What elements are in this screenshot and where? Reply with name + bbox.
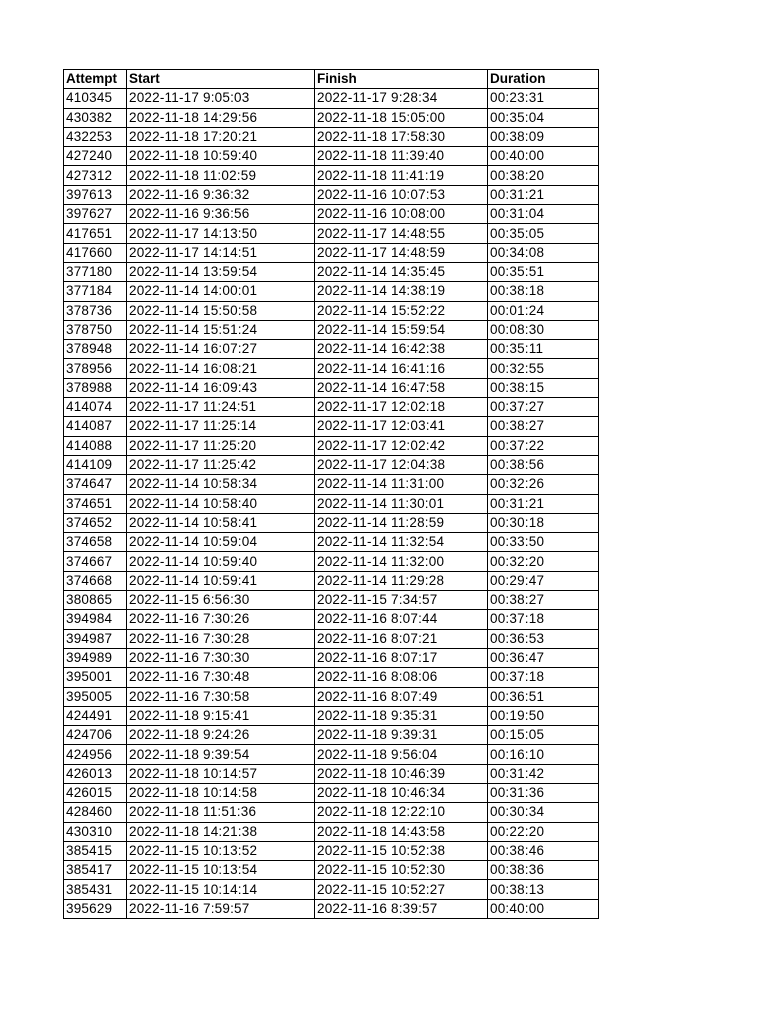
table-row: [64, 436, 599, 455]
start-cell: 2022-11-16 9:36:32: [127, 185, 315, 204]
start-cell: 2022-11-14 10:58:34: [127, 475, 315, 494]
finish-header: Finish: [315, 70, 488, 89]
table-row: [64, 340, 599, 359]
duration-cell: 00:38:56: [488, 455, 599, 474]
table-row: [64, 301, 599, 320]
duration-cell: 00:37:22: [488, 436, 599, 455]
attempt-cell: 414088: [64, 436, 127, 455]
start-header: Start: [127, 70, 315, 89]
table-row: [64, 513, 599, 532]
start-cell: 2022-11-18 10:14:58: [127, 783, 315, 802]
finish-cell: 2022-11-18 9:56:04: [315, 745, 488, 764]
finish-cell: 2022-11-18 12:22:10: [315, 803, 488, 822]
attempt-cell: 394984: [64, 610, 127, 629]
finish-cell: 2022-11-14 11:32:00: [315, 552, 488, 571]
attempt-cell: 414074: [64, 398, 127, 417]
finish-cell: 2022-11-18 9:39:31: [315, 726, 488, 745]
start-cell: 2022-11-17 14:13:50: [127, 224, 315, 243]
start-cell: 2022-11-16 7:30:26: [127, 610, 315, 629]
start-cell: 2022-11-16 7:30:48: [127, 668, 315, 687]
start-cell: 2022-11-14 10:59:04: [127, 533, 315, 552]
finish-cell: 2022-11-14 11:31:00: [315, 475, 488, 494]
finish-cell: 2022-11-18 10:46:34: [315, 783, 488, 802]
duration-cell: 00:19:50: [488, 706, 599, 725]
finish-cell: 2022-11-17 12:02:18: [315, 398, 488, 417]
start-cell: 2022-11-18 11:51:36: [127, 803, 315, 822]
table-row: [64, 861, 599, 880]
duration-cell: 00:32:20: [488, 552, 599, 571]
finish-cell: 2022-11-15 10:52:27: [315, 880, 488, 899]
duration-cell: 00:35:51: [488, 262, 599, 281]
attempt-cell: 395005: [64, 687, 127, 706]
finish-cell: 2022-11-16 8:07:44: [315, 610, 488, 629]
finish-cell: 2022-11-18 11:39:40: [315, 147, 488, 166]
duration-cell: 00:38:09: [488, 127, 599, 146]
finish-cell: 2022-11-16 10:07:53: [315, 185, 488, 204]
duration-cell: 00:32:26: [488, 475, 599, 494]
table-row: [64, 648, 599, 667]
duration-cell: 00:36:47: [488, 648, 599, 667]
finish-cell: 2022-11-16 8:07:21: [315, 629, 488, 648]
duration-cell: 00:33:50: [488, 533, 599, 552]
attempt-cell: 414109: [64, 455, 127, 474]
attempt-cell: 378736: [64, 301, 127, 320]
finish-cell: 2022-11-17 12:04:38: [315, 455, 488, 474]
start-cell: 2022-11-17 11:25:14: [127, 417, 315, 436]
finish-cell: 2022-11-14 16:42:38: [315, 340, 488, 359]
attempt-cell: 374667: [64, 552, 127, 571]
finish-cell: 2022-11-14 16:47:58: [315, 378, 488, 397]
start-cell: 2022-11-18 9:15:41: [127, 706, 315, 725]
table-row: [64, 591, 599, 610]
finish-cell: 2022-11-18 11:41:19: [315, 166, 488, 185]
finish-cell: 2022-11-16 8:07:17: [315, 648, 488, 667]
duration-cell: 00:38:27: [488, 417, 599, 436]
start-cell: 2022-11-14 16:07:27: [127, 340, 315, 359]
table-row: [64, 822, 599, 841]
duration-cell: 00:31:21: [488, 494, 599, 513]
finish-cell: 2022-11-17 12:03:41: [315, 417, 488, 436]
table-row: [64, 282, 599, 301]
table-row: [64, 726, 599, 745]
start-cell: 2022-11-16 7:59:57: [127, 899, 315, 918]
finish-cell: 2022-11-14 14:35:45: [315, 262, 488, 281]
table-row: [64, 533, 599, 552]
start-cell: 2022-11-15 10:14:14: [127, 880, 315, 899]
start-cell: 2022-11-16 7:30:30: [127, 648, 315, 667]
attempt-cell: 378988: [64, 378, 127, 397]
finish-cell: 2022-11-16 8:07:49: [315, 687, 488, 706]
table-row: [64, 899, 599, 918]
finish-cell: 2022-11-18 17:58:30: [315, 127, 488, 146]
attempt-cell: 374647: [64, 475, 127, 494]
table-body: [64, 89, 599, 919]
start-cell: 2022-11-14 10:58:40: [127, 494, 315, 513]
finish-cell: 2022-11-16 8:08:06: [315, 668, 488, 687]
finish-cell: 2022-11-18 10:46:39: [315, 764, 488, 783]
attempt-cell: 378956: [64, 359, 127, 378]
attempt-cell: 385415: [64, 841, 127, 860]
table-row: [64, 880, 599, 899]
duration-cell: 00:22:20: [488, 822, 599, 841]
table-row: [64, 185, 599, 204]
duration-cell: 00:38:13: [488, 880, 599, 899]
duration-cell: 00:36:51: [488, 687, 599, 706]
table-row: [64, 108, 599, 127]
attempt-cell: 374668: [64, 571, 127, 590]
start-cell: 2022-11-14 14:00:01: [127, 282, 315, 301]
finish-cell: 2022-11-16 10:08:00: [315, 205, 488, 224]
start-cell: 2022-11-18 14:29:56: [127, 108, 315, 127]
start-cell: 2022-11-14 15:51:24: [127, 320, 315, 339]
attempt-cell: 385431: [64, 880, 127, 899]
table-row: [64, 224, 599, 243]
table-row: [64, 745, 599, 764]
header-row: [64, 70, 599, 89]
finish-cell: 2022-11-18 14:43:58: [315, 822, 488, 841]
attempt-cell: 424706: [64, 726, 127, 745]
attempt-cell: 430310: [64, 822, 127, 841]
start-cell: 2022-11-17 11:25:42: [127, 455, 315, 474]
table-row: [64, 455, 599, 474]
finish-cell: 2022-11-14 15:59:54: [315, 320, 488, 339]
finish-cell: 2022-11-17 14:48:59: [315, 243, 488, 262]
finish-cell: 2022-11-16 8:39:57: [315, 899, 488, 918]
duration-cell: 00:40:00: [488, 899, 599, 918]
duration-cell: 00:15:05: [488, 726, 599, 745]
start-cell: 2022-11-14 16:09:43: [127, 378, 315, 397]
finish-cell: 2022-11-14 16:41:16: [315, 359, 488, 378]
table-row: [64, 610, 599, 629]
duration-cell: 00:16:10: [488, 745, 599, 764]
attempt-cell: 395001: [64, 668, 127, 687]
finish-cell: 2022-11-17 14:48:55: [315, 224, 488, 243]
duration-cell: 00:38:20: [488, 166, 599, 185]
table-row: [64, 398, 599, 417]
duration-cell: 00:30:18: [488, 513, 599, 532]
attempt-cell: 414087: [64, 417, 127, 436]
duration-cell: 00:31:04: [488, 205, 599, 224]
attempt-cell: 417660: [64, 243, 127, 262]
finish-cell: 2022-11-17 9:28:34: [315, 89, 488, 108]
attempt-cell: 427312: [64, 166, 127, 185]
finish-cell: 2022-11-14 15:52:22: [315, 301, 488, 320]
attempt-cell: 394989: [64, 648, 127, 667]
start-cell: 2022-11-15 10:13:54: [127, 861, 315, 880]
attempts-table: [63, 69, 599, 919]
duration-cell: 00:35:04: [488, 108, 599, 127]
finish-cell: 2022-11-14 11:29:28: [315, 571, 488, 590]
attempt-cell: 377184: [64, 282, 127, 301]
duration-cell: 00:35:11: [488, 340, 599, 359]
table-row: [64, 166, 599, 185]
attempt-cell: 424491: [64, 706, 127, 725]
start-cell: 2022-11-16 7:30:28: [127, 629, 315, 648]
start-cell: 2022-11-14 10:59:40: [127, 552, 315, 571]
attempt-cell: 397627: [64, 205, 127, 224]
duration-cell: 00:34:08: [488, 243, 599, 262]
attempt-cell: 394987: [64, 629, 127, 648]
start-cell: 2022-11-17 11:24:51: [127, 398, 315, 417]
attempt-cell: 377180: [64, 262, 127, 281]
attempt-cell: 424956: [64, 745, 127, 764]
attempt-cell: 385417: [64, 861, 127, 880]
start-cell: 2022-11-18 9:24:26: [127, 726, 315, 745]
table-row: [64, 417, 599, 436]
attempt-cell: 378750: [64, 320, 127, 339]
attempt-cell: 374652: [64, 513, 127, 532]
attempt-cell: 374658: [64, 533, 127, 552]
start-cell: 2022-11-14 16:08:21: [127, 359, 315, 378]
start-cell: 2022-11-18 17:20:21: [127, 127, 315, 146]
finish-cell: 2022-11-15 7:34:57: [315, 591, 488, 610]
duration-cell: 00:37:18: [488, 610, 599, 629]
start-cell: 2022-11-17 11:25:20: [127, 436, 315, 455]
table-row: [64, 764, 599, 783]
table-row: [64, 475, 599, 494]
duration-cell: 00:37:27: [488, 398, 599, 417]
duration-cell: 00:38:18: [488, 282, 599, 301]
start-cell: 2022-11-17 9:05:03: [127, 89, 315, 108]
start-cell: 2022-11-18 11:02:59: [127, 166, 315, 185]
table-row: [64, 668, 599, 687]
duration-cell: 00:35:05: [488, 224, 599, 243]
finish-cell: 2022-11-14 14:38:19: [315, 282, 488, 301]
duration-cell: 00:01:24: [488, 301, 599, 320]
duration-cell: 00:40:00: [488, 147, 599, 166]
duration-cell: 00:37:18: [488, 668, 599, 687]
duration-cell: 00:32:55: [488, 359, 599, 378]
table-row: [64, 205, 599, 224]
finish-cell: 2022-11-17 12:02:42: [315, 436, 488, 455]
finish-cell: 2022-11-14 11:32:54: [315, 533, 488, 552]
start-cell: 2022-11-18 9:39:54: [127, 745, 315, 764]
start-cell: 2022-11-14 13:59:54: [127, 262, 315, 281]
table-row: [64, 552, 599, 571]
duration-cell: 00:29:47: [488, 571, 599, 590]
duration-cell: 00:38:36: [488, 861, 599, 880]
finish-cell: 2022-11-18 15:05:00: [315, 108, 488, 127]
table-row: [64, 378, 599, 397]
attempt-cell: 427240: [64, 147, 127, 166]
finish-cell: 2022-11-18 9:35:31: [315, 706, 488, 725]
attempt-cell: 410345: [64, 89, 127, 108]
duration-cell: 00:31:42: [488, 764, 599, 783]
start-cell: 2022-11-14 15:50:58: [127, 301, 315, 320]
start-cell: 2022-11-18 14:21:38: [127, 822, 315, 841]
table-row: [64, 89, 599, 108]
duration-cell: 00:38:27: [488, 591, 599, 610]
table-row: [64, 783, 599, 802]
finish-cell: 2022-11-14 11:28:59: [315, 513, 488, 532]
duration-cell: 00:08:30: [488, 320, 599, 339]
table-row: [64, 841, 599, 860]
attempt-header: Attempt: [64, 70, 127, 89]
start-cell: 2022-11-16 7:30:58: [127, 687, 315, 706]
table-row: [64, 359, 599, 378]
attempt-cell: 378948: [64, 340, 127, 359]
duration-cell: 00:23:31: [488, 89, 599, 108]
start-cell: 2022-11-17 14:14:51: [127, 243, 315, 262]
table-row: [64, 706, 599, 725]
finish-cell: 2022-11-15 10:52:30: [315, 861, 488, 880]
start-cell: 2022-11-18 10:59:40: [127, 147, 315, 166]
table-row: [64, 243, 599, 262]
attempt-cell: 397613: [64, 185, 127, 204]
attempt-cell: 426015: [64, 783, 127, 802]
table-row: [64, 147, 599, 166]
table-row: [64, 687, 599, 706]
start-cell: 2022-11-16 9:36:56: [127, 205, 315, 224]
duration-cell: 00:30:34: [488, 803, 599, 822]
start-cell: 2022-11-15 10:13:52: [127, 841, 315, 860]
attempt-cell: 432253: [64, 127, 127, 146]
duration-cell: 00:38:46: [488, 841, 599, 860]
duration-cell: 00:31:36: [488, 783, 599, 802]
table-row: [64, 494, 599, 513]
attempt-cell: 426013: [64, 764, 127, 783]
finish-cell: 2022-11-15 10:52:38: [315, 841, 488, 860]
attempt-cell: 428460: [64, 803, 127, 822]
start-cell: 2022-11-15 6:56:30: [127, 591, 315, 610]
start-cell: 2022-11-14 10:59:41: [127, 571, 315, 590]
table-row: [64, 571, 599, 590]
table-row: [64, 262, 599, 281]
duration-cell: 00:38:15: [488, 378, 599, 397]
attempt-cell: 374651: [64, 494, 127, 513]
attempt-cell: 417651: [64, 224, 127, 243]
finish-cell: 2022-11-14 11:30:01: [315, 494, 488, 513]
table-row: [64, 320, 599, 339]
table-row: [64, 629, 599, 648]
start-cell: 2022-11-18 10:14:57: [127, 764, 315, 783]
table-row: [64, 127, 599, 146]
attempt-cell: 380865: [64, 591, 127, 610]
attempt-cell: 395629: [64, 899, 127, 918]
start-cell: 2022-11-14 10:58:41: [127, 513, 315, 532]
duration-cell: 00:36:53: [488, 629, 599, 648]
attempt-cell: 430382: [64, 108, 127, 127]
duration-header: Duration: [488, 70, 599, 89]
duration-cell: 00:31:21: [488, 185, 599, 204]
table-row: [64, 803, 599, 822]
